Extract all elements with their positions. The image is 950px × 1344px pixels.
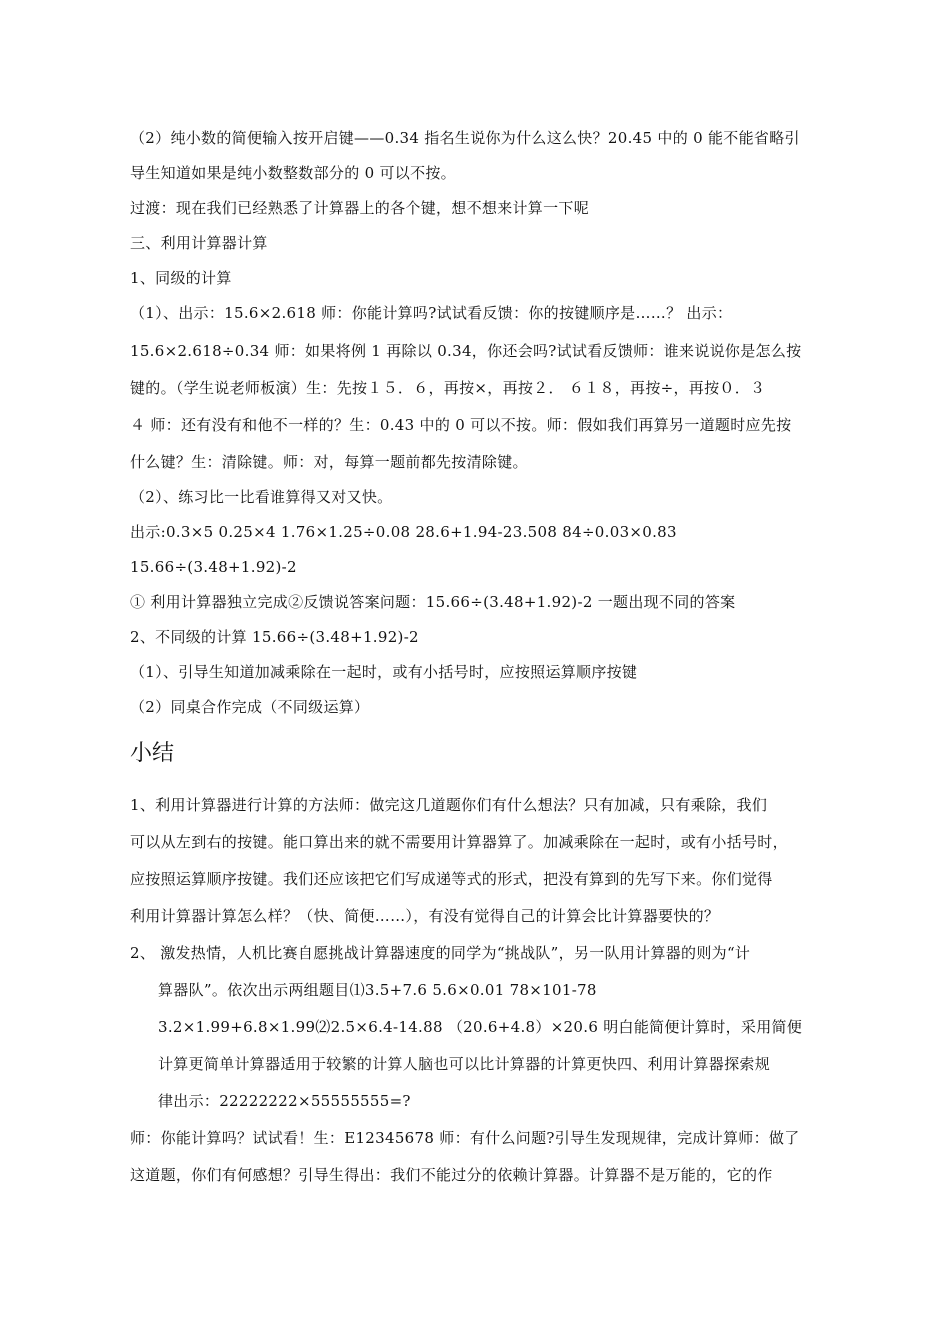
text-line: 可以从左到右的按键。能口算出来的就不需要用计算器算了。加减乘除在一起时，或有小括号时， bbox=[130, 833, 788, 851]
text-line: （1）、出示：15.6×2.618 师：你能计算吗?试试看反馈：你的按键顺序是……？ 出示： bbox=[130, 304, 733, 322]
indented-line: 算器队”。依次出示两组题目⑴3.5+7.6 5.6×0.01 78×101-78 bbox=[158, 981, 597, 999]
text-line: （2）、练习比一比看谁算得又对又快。 bbox=[130, 488, 393, 506]
text-line: 师：你能计算吗？试试看！生：E12345678 师：有什么问题?引导生发现规律，完成计算师：做了 bbox=[130, 1129, 800, 1147]
text-line: 这道题，你们有何感想？引导生得出：我们不能过分的依赖计算器。计算器不是万能的，它的作 bbox=[130, 1166, 773, 1184]
text-line: ４ 师：还有没有和他不一样的？生：0.43 中的 0 可以不按。师：假如我们再算另一道题时应先按 bbox=[130, 416, 792, 434]
indented-line: 律出示：22222222×55555555=? bbox=[158, 1092, 411, 1110]
text-line: 2、 激发热情，人机比赛自愿挑战计算器速度的同学为“挑战队”，另一队用计算器的则为“计 bbox=[130, 944, 751, 962]
text-line: ① 利用计算器独立完成②反馈说答案问题：15.66÷(3.48+1.92)-2 一题出现不同的答案 bbox=[130, 593, 736, 611]
text-line: 导生知道如果是纯小数整数部分的 0 可以不按。 bbox=[130, 164, 456, 182]
text-line: 过渡：现在我们已经熟悉了计算器上的各个键，想不想来计算一下呢 bbox=[130, 199, 590, 217]
summary-heading: 小结 bbox=[130, 741, 175, 766]
text-line: （2）纯小数的简便输入按开启键——0.34 指名生说你为什么这么快？20.45 中的 0 能不能省略引 bbox=[130, 129, 800, 147]
subsection-title: 2、不同级的计算 15.66÷(3.48+1.92)-2 bbox=[130, 628, 419, 646]
text-line: 1、利用计算器进行计算的方法师：做完这几道题你们有什么想法？只有加减，只有乘除，我们 bbox=[130, 796, 768, 814]
subsection-title: 1、同级的计算 bbox=[130, 269, 232, 287]
text-line: 什么键？生：清除键。师：对，每算一题前都先按清除键。 bbox=[130, 453, 528, 471]
exercise-line: 出示:0.3×5 0.25×4 1.76×1.25÷0.08 28.6+1.94-23.508 84÷0.03×0.83 bbox=[130, 523, 677, 541]
text-line: （1）、引导生知道加减乘除在一起时，或有小括号时，应按照运算顺序按键 bbox=[130, 663, 638, 681]
text-line: 应按照运算顺序按键。我们还应该把它们写成递等式的形式，把没有算到的先写下来。你们觉得 bbox=[130, 870, 773, 888]
text-line: 15.6×2.618÷0.34 师：如果将例 1 再除以 0.34，你还会吗?试试看反馈师：谁来说说你是怎么按 bbox=[130, 342, 802, 360]
text-line: （2）同桌合作完成（不同级运算） bbox=[130, 698, 370, 716]
section-title: 三、利用计算器计算 bbox=[130, 234, 268, 252]
exercise-line: 15.66÷(3.48+1.92)-2 bbox=[130, 558, 297, 576]
text-line: 利用计算器计算怎么样？（快、简便……），有没有觉得自己的计算会比计算器要快的？ bbox=[130, 907, 720, 925]
indented-line: 3.2×1.99+6.8×1.99⑵2.5×6.4-14.88 （20.6+4.8）×20.6 明白能简便计算时，采用简便 bbox=[158, 1018, 803, 1036]
indented-line: 计算更简单计算器适用于较繁的计算人脑也可以比计算器的计算更快四、利用计算器探索规 bbox=[158, 1055, 771, 1073]
text-line: 键的。（学生说老师板演）生：先按１５．６，再按×，再按２． ６１８，再按÷，再按０．３ bbox=[130, 379, 766, 397]
